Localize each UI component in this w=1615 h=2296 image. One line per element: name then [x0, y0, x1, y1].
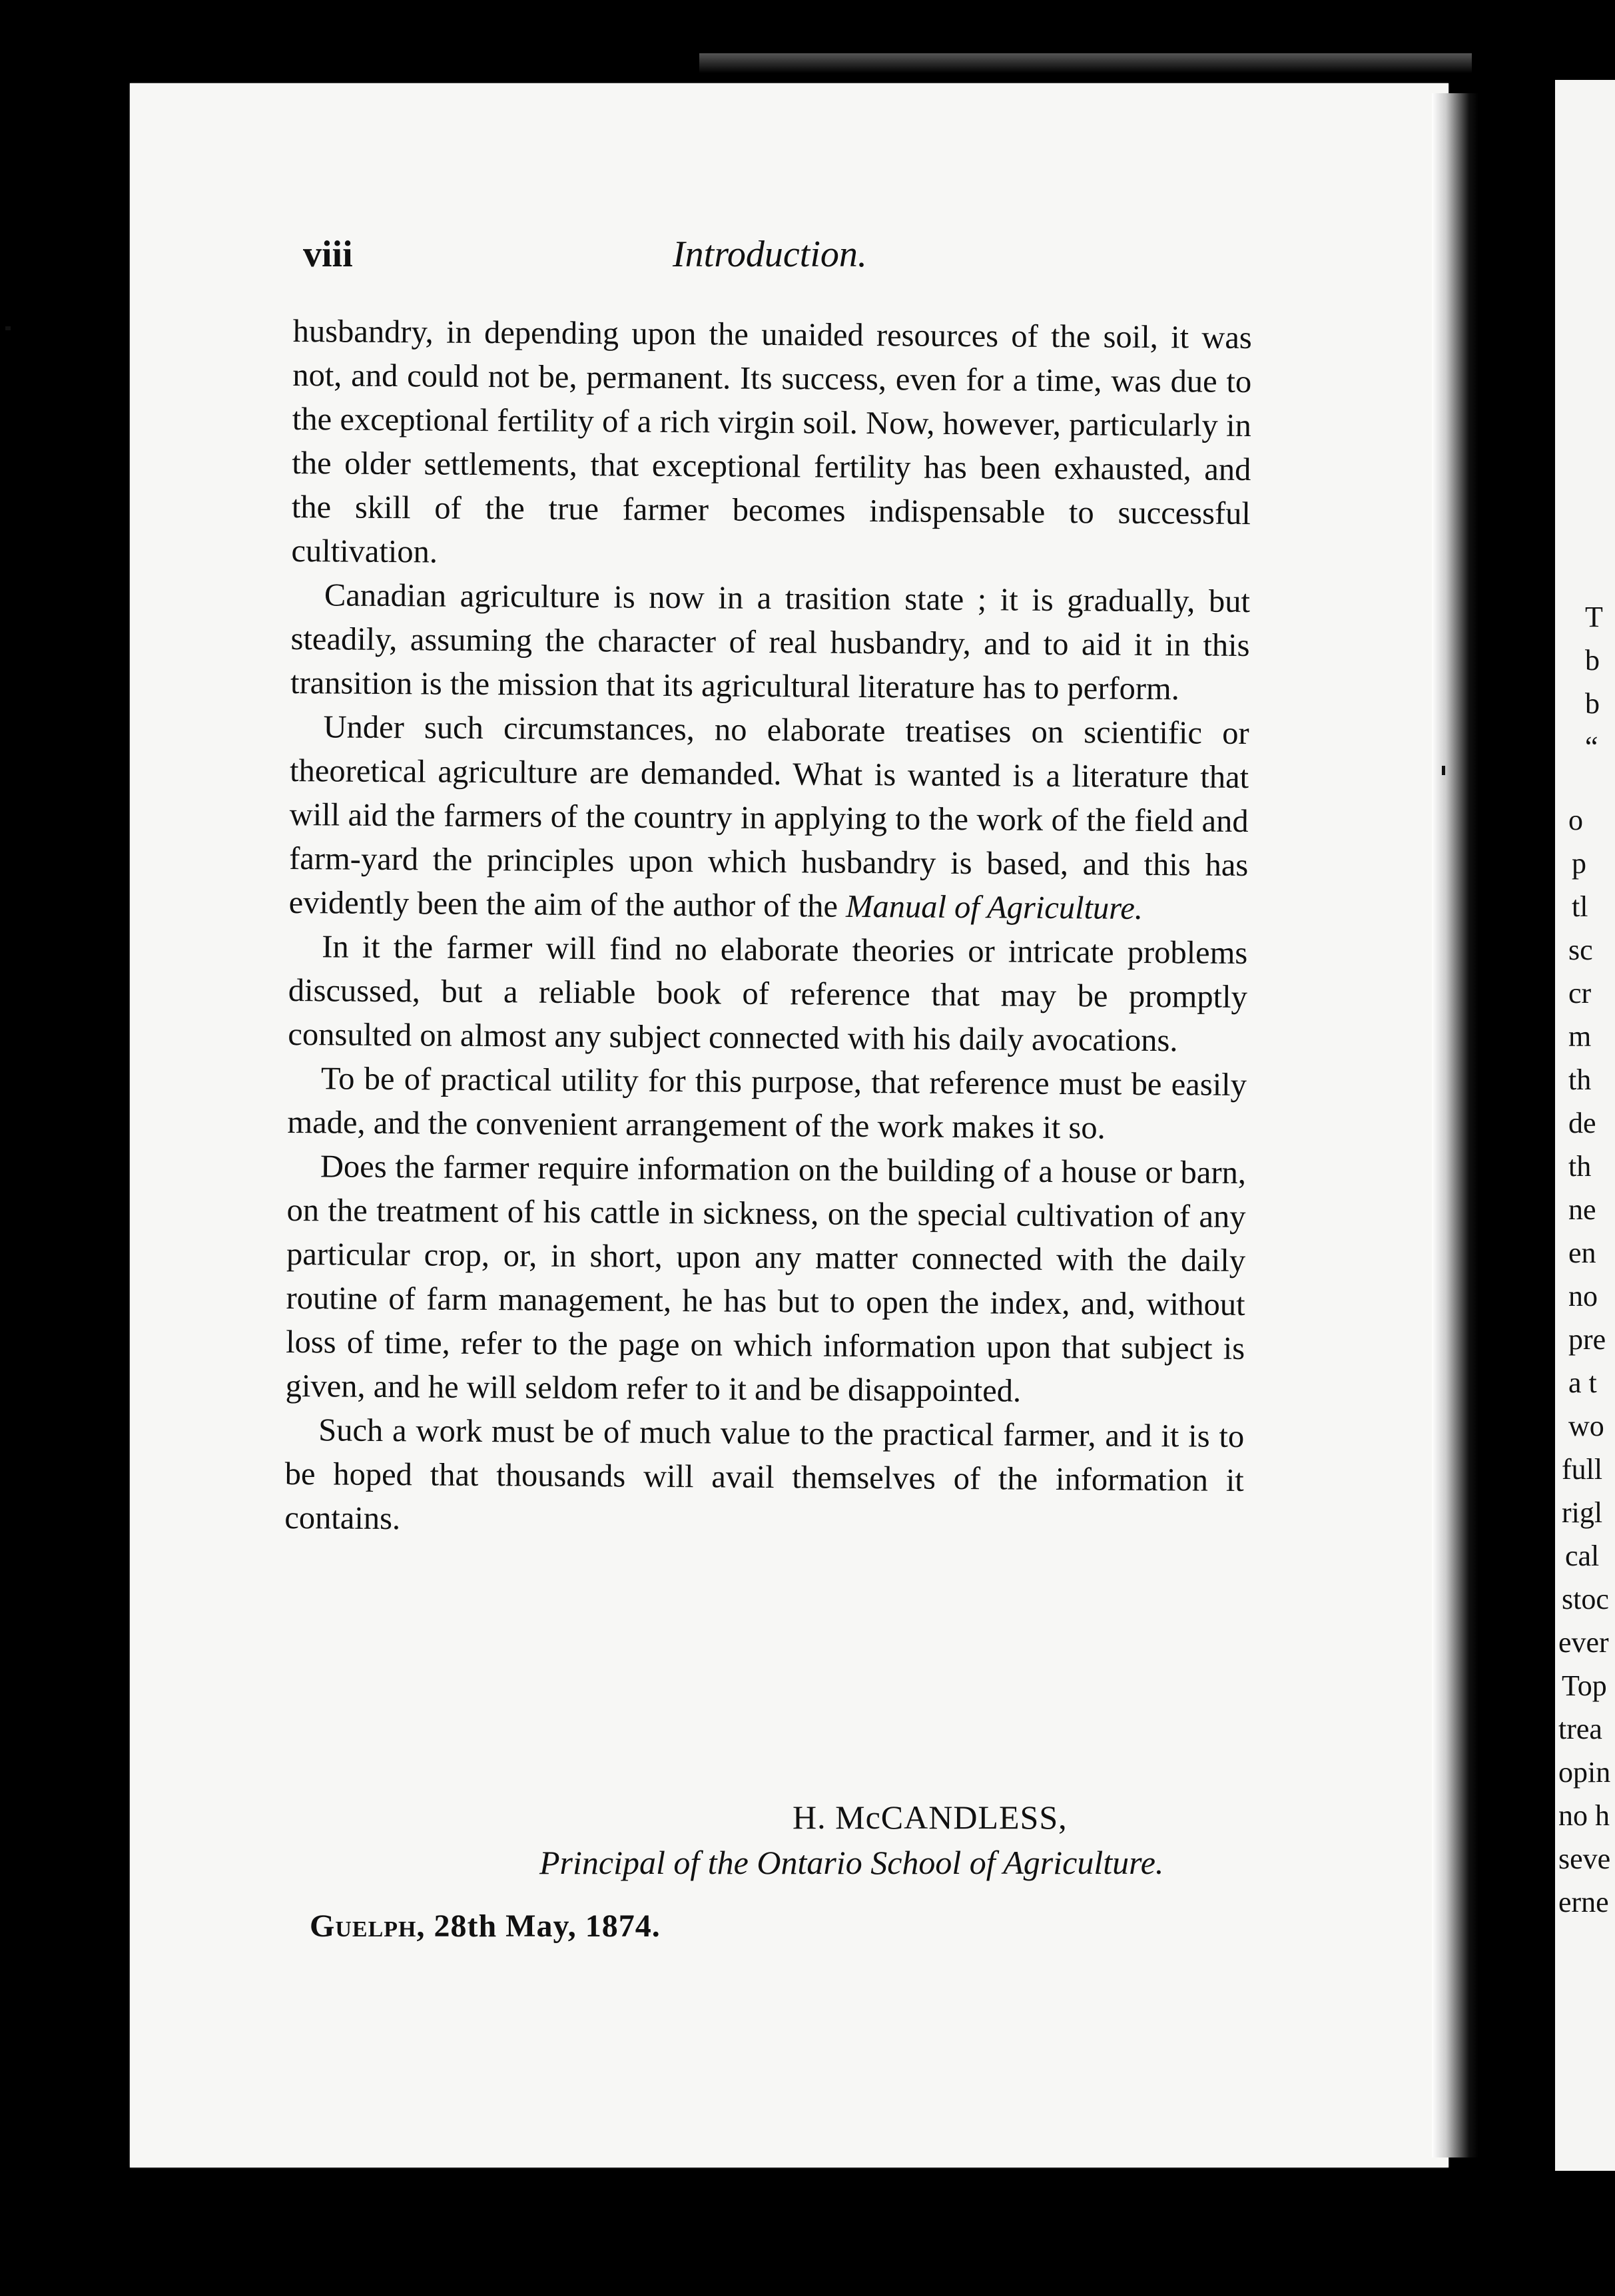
facing-page-fragment: rigl	[1562, 1496, 1603, 1529]
scan-speck	[5, 326, 11, 330]
paragraph: In it the farmer will find no elaborate theories or intricate problems discussed, but a reliable book of reference that may be promptly consulted on almost any subject connected with his daily avocations.	[288, 929, 1248, 1059]
facing-page-fragment: no h	[1558, 1799, 1610, 1832]
paragraph	[289, 705, 1249, 932]
facing-page-fragment: cr	[1568, 977, 1592, 1009]
facing-page-fragment: th	[1568, 1150, 1592, 1183]
paragraph: Such a work must be of much value to the practical farmer, and it is to be hoped that thousands will avail themselves of the information it contains.	[284, 1412, 1245, 1537]
facing-page-edge	[1555, 80, 1615, 2171]
paragraph-text: Under such circumstances, no elaborate treatises on scientific or theoretical agriculture are demanded. What is wanted is a literature that will aid the farmers of the country in applying to the work of the field and farm-yard the principles upon which husbandry is based, and this has evidently been the aim of the author of the	[288, 709, 1249, 924]
introduction-body	[284, 310, 1252, 1547]
facing-page-fragment: full	[1562, 1453, 1603, 1486]
paragraph: husbandry, in depending upon the unaided resources of the soil, it was not, and could not be, permanent. Its success, even for a time, was due to the exceptional fertility of a rich virgin soil. Now, however, particularly in the older settlements, that exceptional fertility has been exhausted, and the skill of the true farmer becomes indispensable to successful cultivation.	[291, 313, 1252, 570]
facing-page-fragment: tl	[1572, 890, 1588, 923]
facing-page-fragment: pre	[1568, 1323, 1606, 1356]
facing-page-fragment: cal	[1565, 1540, 1600, 1572]
page-number: viii	[303, 234, 353, 275]
facing-page-fragment: ever	[1558, 1626, 1609, 1659]
facing-page-fragment: m	[1568, 1020, 1592, 1053]
dateline-date: 28th May, 1874.	[434, 1908, 661, 1944]
signature-name: H. McCANDLESS,	[793, 1799, 1068, 1836]
facing-page-fragment: de	[1568, 1107, 1596, 1139]
facing-page-fragment: seve	[1558, 1843, 1611, 1875]
facing-page-fragment: wo	[1568, 1410, 1604, 1442]
facing-page-fragment: trea	[1558, 1713, 1602, 1745]
facing-page-fragment: a t	[1568, 1366, 1597, 1399]
facing-page-fragment: b	[1585, 644, 1600, 677]
dateline	[310, 1908, 661, 1944]
facing-page-fragment: “	[1585, 730, 1598, 763]
scan-speck	[1442, 766, 1445, 775]
dateline-place: Guelph,	[310, 1908, 426, 1944]
facing-page-fragment: b	[1585, 687, 1600, 720]
book-title-italic: Manual of Agriculture.	[845, 888, 1143, 926]
facing-page-fragment: sc	[1568, 934, 1593, 966]
facing-page-fragment: opin	[1558, 1756, 1611, 1789]
paragraph: Does the farmer require information on the building of a house or barn, on the treatment of his cattle in sickness, on the special cultivation of any particular crop, or, in short, upon any matter connected with the daily routine of farm management, he has but to open the index, and, without loss of time, refer to the page on which information upon that subject is given, and he will seldom refer to it and be disappointed.	[285, 1149, 1247, 1409]
book-top-edge	[699, 53, 1472, 73]
facing-page-fragment: th	[1568, 1063, 1592, 1096]
facing-page-fragment: ne	[1568, 1193, 1596, 1226]
paragraph: To be of practical utility for this purpose, that reference must be easily made, and the convenient arrangement of the work makes it so.	[287, 1061, 1247, 1146]
facing-page-fragment: Top	[1562, 1669, 1607, 1702]
book-gutter	[1485, 107, 1558, 2157]
running-head	[0, 233, 1604, 273]
facing-page-fragment: p	[1572, 847, 1586, 880]
facing-page-fragment: T	[1585, 601, 1603, 633]
facing-page-fragment: o	[1568, 804, 1583, 836]
facing-page-fragment: stoc	[1562, 1583, 1609, 1615]
paragraph: Canadian agriculture is now in a trasition state ; it is gradually, but steadily, assuming the character of real husbandry, and to aid it in this transition is the mission that its agricultural literature has to perform.	[290, 577, 1251, 707]
signature-title: Principal of the Ontario School of Agriculture.	[539, 1844, 1164, 1881]
facing-page-fragment: en	[1568, 1237, 1596, 1269]
page-fold-shadow	[1432, 93, 1478, 2157]
facing-page-fragment: no	[1568, 1280, 1598, 1312]
running-title: Introduction.	[673, 234, 867, 275]
facing-page-fragment: erne	[1558, 1886, 1609, 1918]
